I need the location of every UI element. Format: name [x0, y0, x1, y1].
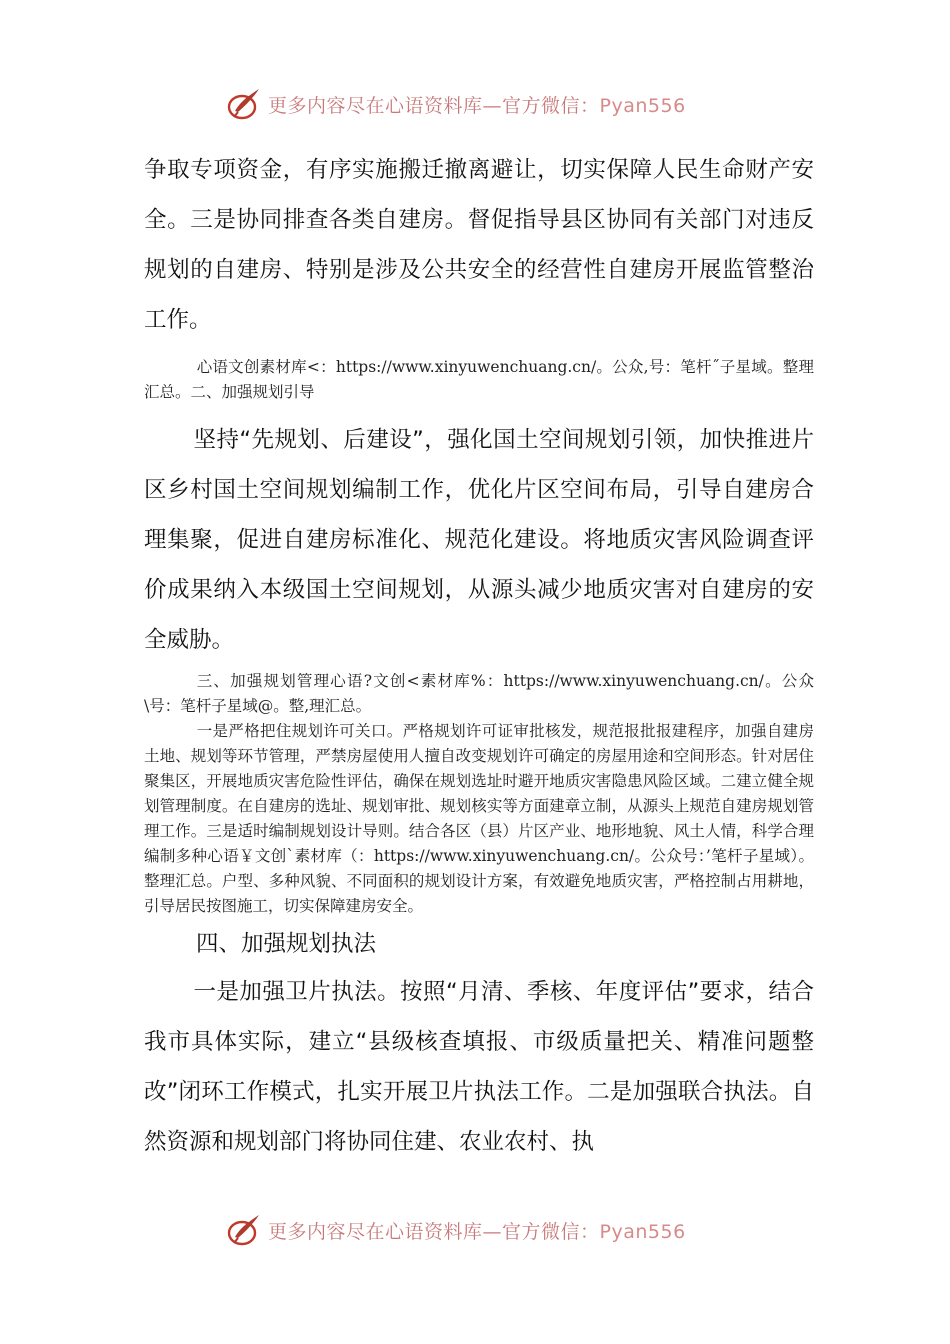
section-3-heading: 三、加强规划管理心语?文创<素材库%：https://www.xinyuwenchuang.cn/。公众\号：笔杆子星域@。整,理汇总。: [144, 672, 814, 715]
wechat-id: Pyan556: [599, 94, 686, 117]
banner-label: 更多内容尽在心语资料库—官方微信：Pyan556: [268, 1220, 686, 1243]
quill-logo-icon: [226, 1212, 262, 1248]
paragraph-2: 坚持“先规划、后建设”，强化国土空间规划引领，加快推进片区乡村国土空间规划编制工作，优化片区空间布局，引导自建房合理集聚，促进自建房标准化、规范化建设。将地质灾害风险调查评价成果纳入本级国土空间规划，从源头减少地质灾害对自建房的安全威胁。: [144, 427, 814, 653]
quill-logo-icon: [226, 86, 262, 122]
wechat-id: Pyan556: [599, 1220, 686, 1243]
section-4-heading: 四、加强规划执法: [196, 931, 377, 957]
paragraph-3: 一是加强卫片执法。按照“月清、季核、年度评估”要求，结合我市具体实际，建立“县级核查填报、市级质量把关、精准问题整改”闭环工作模式，扎实开展卫片执法工作。二是加强联合执法。自然资源和规划部门将协同住建、农业农村、执: [144, 979, 814, 1155]
footer-banner: [0, 1210, 950, 1250]
header-banner: [0, 84, 950, 124]
banner-label: 更多内容尽在心语资料库—官方微信：Pyan556: [268, 94, 686, 117]
paragraph-1: 争取专项资金，有序实施搬迁撤离避让，切实保障人民生命财产安全。三是协同排查各类自建房。督促指导县区协同有关部门对违反规划的自建房、特别是涉及公共安全的经营性自建房开展监管整治工作。: [144, 157, 814, 333]
document-body: [144, 145, 814, 1167]
section-3-body: 一是严格把住规划许可关口。严格规划许可证审批核发，规范报批报建程序，加强自建房土地、规划等环节管理，严禁房屋使用人擅自改变规划许可确定的房屋用途和空间形态。针对居住聚集区，开展地质灾害危险性评估，确保在规划选址时避开地质灾害隐患风险区域。二建立健全规划管理制度。在自建房的选址、规划审批、规划核实等方面建章立制，从源头上规范自建房规划管理工作。三是适时编制规划设计导则。结合各区（县）片区产业、地形地貌、风土人情，科学合理编制多种心语￥文创`素材库（：https://www.xinyuwenchuang.cn/。公众号：’笔杆子星域）。整理汇总。户型、多种风貌、不同面积的规划设计方案，有效避免地质灾害，严格控制占用耕地，引导居民按图施工，切实保障建房安全。: [144, 722, 814, 915]
source-note-1: 心语文创素材库<：https://www.xinyuwenchuang.cn/。公众,号：笔杆˝子星域。整理汇总。二、加强规划引导: [144, 358, 814, 401]
